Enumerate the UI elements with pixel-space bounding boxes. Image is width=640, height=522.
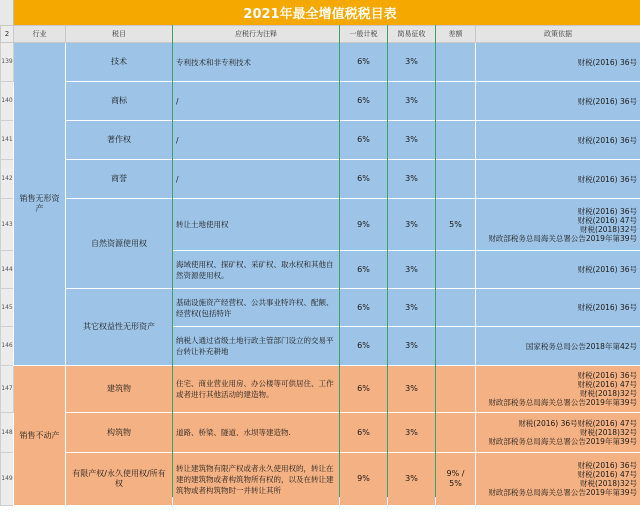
basis-cell[interactable] xyxy=(476,413,640,453)
note-cell[interactable]: 转让土地使用权 xyxy=(173,199,340,251)
general-rate-cell[interactable]: 6% xyxy=(340,160,388,199)
table-row xyxy=(1,43,640,82)
basis-line: 财政部税务总局海关总署公告2019年第39号 xyxy=(488,398,637,407)
basis-line: 财税(2016) 36号 xyxy=(577,57,637,67)
header-row xyxy=(1,26,640,43)
table-row xyxy=(1,199,640,251)
basis-line: 财税(2018)32号 xyxy=(580,479,637,488)
basis-cell[interactable] xyxy=(476,199,640,251)
table-row xyxy=(1,160,640,199)
general-rate-cell[interactable]: 6% xyxy=(340,413,388,453)
sheet-title: 2021年最全增值税税目表 xyxy=(243,7,397,22)
item-cell[interactable]: 商标 xyxy=(66,82,173,121)
note-cell[interactable]: / xyxy=(173,82,340,121)
simple-rate-cell[interactable]: 3% xyxy=(388,251,436,289)
header-simple-rate[interactable]: 简易征收 xyxy=(388,26,436,43)
basis-cell[interactable] xyxy=(476,121,640,160)
basis-line: 财税(2018)32号 xyxy=(580,389,637,398)
simple-rate-cell[interactable]: 3% xyxy=(388,453,436,506)
basis-line: 财税(2016) 36号财税(2016) 47号 xyxy=(518,419,637,428)
basis-cell[interactable] xyxy=(476,82,640,121)
basis-line: 国家税务总局公告2018年第42号 xyxy=(525,341,637,351)
row-header-title[interactable] xyxy=(0,0,14,25)
basis-line: 财税(2016) 47号 xyxy=(577,470,637,479)
basis-line: 财税(2016) 47号 xyxy=(577,380,637,389)
differential-cell[interactable]: 9% / 5% xyxy=(436,453,476,506)
row-number[interactable]: 148 xyxy=(1,413,14,453)
general-rate-cell[interactable]: 9% xyxy=(340,453,388,506)
basis-cell[interactable] xyxy=(476,160,640,199)
general-rate-cell[interactable]: 6% xyxy=(340,43,388,82)
basis-line: 财政部税务总局海关总署公告2019年第39号 xyxy=(488,488,637,497)
simple-rate-cell[interactable]: 3% xyxy=(388,160,436,199)
general-rate-cell[interactable]: 6% xyxy=(340,251,388,289)
simple-rate-cell[interactable]: 3% xyxy=(388,43,436,82)
column-guide-line xyxy=(339,25,340,497)
basis-cell[interactable] xyxy=(476,366,640,413)
basis-line: 财税(2016) 36号 xyxy=(577,96,637,106)
basis-line: 财税(2018)32号 xyxy=(580,224,637,234)
basis-line: 财税(2016) 36号 xyxy=(577,265,637,274)
table-row xyxy=(1,413,640,453)
basis-cell[interactable] xyxy=(476,453,640,506)
basis-cell[interactable] xyxy=(476,251,640,289)
note-cell[interactable]: 基础设施资产经营权、公共事业特许权、配额、经营权(包括特许 xyxy=(173,289,340,327)
item-cell[interactable]: 技术 xyxy=(66,43,173,82)
basis-line: 财政部税务总局海关总署公告2019年第39号 xyxy=(488,437,637,446)
item-cell[interactable]: 商誉 xyxy=(66,160,173,199)
differential-cell[interactable] xyxy=(436,289,476,327)
simple-rate-cell[interactable]: 3% xyxy=(388,413,436,453)
row-number[interactable]: 139 xyxy=(1,43,14,82)
note-cell[interactable]: 海域使用权、探矿权、采矿权、取水权和其他自然资源使用权。 xyxy=(173,251,340,289)
row-number[interactable]: 145 xyxy=(1,289,14,327)
note-cell[interactable]: 纳税人通过省级土地行政主管部门设立的交易平台转让补充耕地 xyxy=(173,327,340,366)
column-guide-line xyxy=(387,25,388,497)
differential-cell[interactable]: 5% xyxy=(436,199,476,251)
general-rate-cell[interactable]: 6% xyxy=(340,366,388,413)
header-basis[interactable]: 政策依据 xyxy=(476,26,640,43)
header-note[interactable]: 应税行为注释 xyxy=(173,26,340,43)
table-row xyxy=(1,289,640,327)
basis-line: 财税(2016) 36号 xyxy=(577,174,637,184)
row-number[interactable]: 143 xyxy=(1,199,14,251)
differential-cell[interactable] xyxy=(436,413,476,453)
item-cell[interactable]: 自然资源使用权 xyxy=(66,199,173,289)
item-cell[interactable]: 构筑物 xyxy=(66,413,173,453)
item-cell[interactable]: 著作权 xyxy=(66,121,173,160)
column-guide-line xyxy=(435,25,436,497)
note-cell[interactable]: 专利技术和非专利技术 xyxy=(173,43,340,82)
note-cell[interactable]: / xyxy=(173,160,340,199)
industry-cell[interactable]: 销售无形资产 xyxy=(14,43,66,366)
item-cell[interactable]: 建筑物 xyxy=(66,366,173,413)
row-number[interactable]: 140 xyxy=(1,82,14,121)
column-guide-line xyxy=(172,25,173,497)
basis-cell[interactable] xyxy=(476,289,640,327)
note-cell[interactable]: / xyxy=(173,121,340,160)
note-cell[interactable]: 转让建筑物有限产权或者永久使用权的，转让在建的建筑物或者构筑物所有权的，以及在转让建筑物或者构筑物时一并转让其所 xyxy=(173,453,340,506)
differential-cell[interactable] xyxy=(436,366,476,413)
row-number[interactable]: 141 xyxy=(1,121,14,160)
row-number[interactable]: 149 xyxy=(1,453,14,506)
item-cell[interactable]: 有限产权/永久使用权/所有权 xyxy=(66,453,173,506)
simple-rate-cell[interactable]: 3% xyxy=(388,199,436,251)
basis-line: 财政部税务总局海关总署公告2019年第39号 xyxy=(488,233,637,243)
note-cell[interactable]: 住宅、商业营业用房、办公楼等可供居住、工作或者进行其他活动的建造物。 xyxy=(173,366,340,413)
basis-line: 财税(2016) 47号 xyxy=(577,215,637,225)
basis-line: 财税(2016) 36号 xyxy=(577,135,637,145)
general-rate-cell[interactable]: 6% xyxy=(340,289,388,327)
table-row xyxy=(1,366,640,413)
header-general-rate[interactable]: 一般计税 xyxy=(340,26,388,43)
differential-cell[interactable] xyxy=(436,327,476,366)
row-number[interactable]: 2 xyxy=(1,26,14,43)
header-item[interactable]: 税目 xyxy=(66,26,173,43)
basis-line: 财税(2016) 36号 xyxy=(577,461,637,470)
table-row xyxy=(1,453,640,506)
tax-table xyxy=(0,25,640,506)
header-industry[interactable]: 行业 xyxy=(14,26,66,43)
row-number[interactable]: 142 xyxy=(1,160,14,199)
note-cell[interactable]: 道路、桥梁、隧道、水坝等建造物. xyxy=(173,413,340,453)
general-rate-cell[interactable]: 6% xyxy=(340,82,388,121)
basis-line: 财税(2018)32号 xyxy=(580,428,637,437)
simple-rate-cell[interactable]: 3% xyxy=(388,327,436,366)
basis-cell[interactable] xyxy=(476,327,640,366)
industry-cell[interactable]: 销售不动产 xyxy=(14,366,66,506)
simple-rate-cell[interactable]: 3% xyxy=(388,121,436,160)
general-rate-cell[interactable]: 6% xyxy=(340,121,388,160)
differential-cell[interactable] xyxy=(436,251,476,289)
header-differential[interactable]: 差额 xyxy=(436,26,476,43)
differential-cell[interactable] xyxy=(436,82,476,121)
row-number[interactable]: 144 xyxy=(1,251,14,289)
simple-rate-cell[interactable]: 3% xyxy=(388,366,436,413)
item-cell[interactable]: 其它权益性无形资产 xyxy=(66,289,173,366)
basis-line: 财税(2016) 36号 xyxy=(577,206,637,216)
row-number[interactable]: 147 xyxy=(1,366,14,413)
simple-rate-cell[interactable]: 3% xyxy=(388,82,436,121)
general-rate-cell[interactable]: 6% xyxy=(340,327,388,366)
basis-cell[interactable] xyxy=(476,43,640,82)
differential-cell[interactable] xyxy=(436,121,476,160)
general-rate-cell[interactable]: 9% xyxy=(340,199,388,251)
differential-cell[interactable] xyxy=(436,43,476,82)
simple-rate-cell[interactable]: 3% xyxy=(388,289,436,327)
table-row xyxy=(1,82,640,121)
title-bar[interactable] xyxy=(0,0,640,25)
basis-line: 财税(2016) 36号 xyxy=(577,371,637,380)
table-row xyxy=(1,121,640,160)
row-number[interactable]: 146 xyxy=(1,327,14,366)
basis-line: 财税(2016) 36号 xyxy=(577,303,637,312)
differential-cell[interactable] xyxy=(436,160,476,199)
